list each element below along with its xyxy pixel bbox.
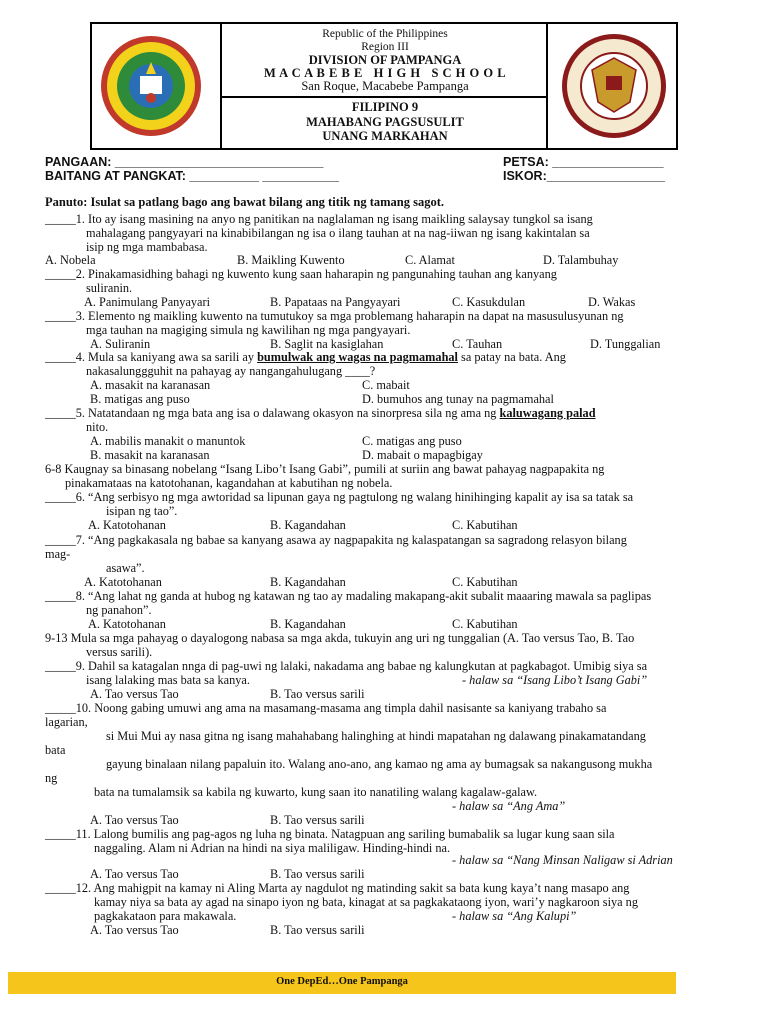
q2-option: C. Kasukdulan	[452, 295, 526, 309]
q1-line2: mahalagang pangyayari na kinabibilangan ng isa o ilang tauhan at na nag-iiwan ng isang kakintalan sa	[86, 226, 590, 240]
q6-option: B. Kagandahan	[270, 518, 346, 532]
q5-line2: nito.	[86, 420, 109, 434]
header-exam: MAHABANG PAGSUSULIT	[306, 114, 464, 129]
q6-option: A. Katotohanan	[88, 518, 166, 532]
q1-option: A. Nobela	[45, 253, 96, 267]
q10-line4: bata	[45, 743, 66, 757]
q5-line1: _____5. Natatandaan ng mga bata ang isa o dalawang okasyon na sinorpresa sila ng ama ng kaluwagang palad	[45, 406, 596, 420]
footer-text: One DepEd…One Pampanga	[276, 976, 408, 987]
q7-option: C. Kabutihan	[452, 575, 518, 589]
q11-line2: naggaling. Alam ni Adrian na hindi na siya maliligaw. Hinding-hindi na.	[94, 841, 451, 855]
q10-line1: _____10. Noong gabing umuwi ang ama na masamang-masama ang timpla dahil nasisante sa kaniyang trabaho sa	[45, 701, 607, 715]
q3-option: A. Suliranin	[90, 337, 151, 351]
q5-underlined-phrase: kaluwagang palad	[499, 406, 596, 420]
q2-line2: suliranin.	[86, 281, 133, 295]
q2-option: B. Papataas na Pangyayari	[270, 295, 401, 309]
section-field-label: BAITANG AT PANGKAT: __________ ___________	[45, 169, 339, 183]
name-field-label: PANGAAN: ______________________________	[45, 155, 324, 169]
q9-source: - halaw sa “Isang Libo’t Isang Gabi”	[462, 673, 648, 687]
q10-option: B. Tao versus sarili	[270, 813, 365, 827]
header-address: San Roque, Macabebe Pampanga	[301, 79, 469, 93]
q9-option: A. Tao versus Tao	[90, 687, 179, 701]
q9-line1: _____9. Dahil sa katagalan nnga di pag-uwi ng lalaki, nakadama ang babae ng kalungkutan at pagkabagot. Umibig siya sa	[45, 659, 648, 673]
q4-underlined-phrase: bumulwak ang wagas na pagmamahal	[257, 350, 458, 364]
group-9-13-line1: 9-13 Mula sa mga pahayag o dayalogong nabasa sa mga akda, tukuyin ang uri ng tunggalian (A. Tao versus Tao, B. Tao	[45, 631, 635, 645]
school-seal-logo	[560, 32, 668, 140]
q7-line1: _____7. “Ang pagkakasala ng babae sa kanyang asawa ay nagpapakita ng kalaspatangan sa sagradong relasyon bilang	[45, 533, 627, 547]
q12-line1: _____12. Ang mahigpit na kamay ni Aling Marta ay nagdulot ng matinding sakit sa bata kung kaya’t nang masapo ang	[45, 881, 630, 895]
header-box	[90, 22, 678, 150]
q6-line2: isipan ng tao”.	[106, 504, 178, 518]
q5-option: A. mabilis manakit o manuntok	[90, 434, 246, 448]
q11-source: - halaw sa “Nang Minsan Naligaw si Adrian	[452, 853, 673, 867]
q4-line1: _____4. Mula sa kaniyang awa sa sarili ay bumulwak ang wagas na pagmamahal sa patay na bata. Ang	[45, 350, 566, 364]
q10-line7: bata na tumalamsik sa kabila ng kuwarto, kung saan ito nanatiling walang kagalaw-galaw.	[94, 785, 538, 799]
deped-seal-logo	[96, 34, 206, 138]
q11-line1: _____11. Lalong bumilis ang pag-agos ng luha ng binata. Natagpuan ang sariling bumabalik sa lugar kung saan sila	[45, 827, 615, 841]
group-6-8-line1: 6-8 Kaugnay sa binasang nobelang “Isang Libo’t Isang Gabi”, pumili at suriin ang bawat pahayag nagpapakita ng	[45, 462, 605, 476]
q8-option: B. Kagandahan	[270, 617, 346, 631]
q10-option: A. Tao versus Tao	[90, 813, 179, 827]
q5-option: D. mabait o mapagbigay	[362, 448, 483, 462]
q11-option: B. Tao versus sarili	[270, 867, 365, 881]
q4-option: D. bumuhos ang tunay na pagmamahal	[362, 392, 554, 406]
q8-line1: _____8. “Ang lahat ng ganda at hubog ng katawan ng tao ay madaling makapang-akit subalit maaaring mawala sa paglipas	[45, 589, 652, 603]
q4-line2: nakasalunggguhit na pahayag ay nangangahulugang ____?	[86, 364, 376, 378]
header-republic: Republic of the Philippines	[322, 28, 448, 40]
header-school: M A C A B E B E H I G H S C H O O L	[263, 66, 507, 80]
q3-option: C. Tauhan	[452, 337, 503, 351]
header-division: DIVISION OF PAMPANGA	[308, 53, 462, 67]
q12-line3: pagkakataon para makawala.	[94, 909, 237, 923]
header-subject: FILIPINO 9	[351, 100, 419, 114]
q2-option: A. Panimulang Panyayari	[84, 295, 211, 309]
q1-line1: _____1. Ito ay isang masining na anyo ng panitikan na naglalaman ng isang maikling salaysay tungkol sa isang	[45, 212, 593, 226]
q3-option: B. Saglit na kasiglahan	[270, 337, 384, 351]
q6-option: C. Kabutihan	[452, 518, 518, 532]
q7-option: A. Katotohanan	[84, 575, 162, 589]
q4-option: A. masakit na karanasan	[90, 378, 211, 392]
score-field-label: ISKOR:_________________	[503, 169, 665, 183]
q10-line3: si Mui Mui ay nasa gitna ng isang mahahabang halinghing at hindi mapatahan ng dalawang pinakamatandang	[106, 729, 646, 743]
q7-line2: mag-	[45, 547, 71, 561]
q10-line5: gayung binalaan nilang papaluin ito. Walang ano-ano, ang kamao ng ama ay bumagsak sa nakangusong mukha	[106, 757, 653, 771]
date-field-label: PETSA: ________________	[503, 155, 664, 169]
q1-option: B. Maikling Kuwento	[237, 253, 345, 267]
q10-source: - halaw sa “Ang Ama”	[452, 799, 566, 813]
q8-option: A. Katotohanan	[88, 617, 166, 631]
q2-line1: _____2. Pinakamasidhing bahagi ng kuwento kung saan haharapin ng pangunahing tauhan ang kanyang	[45, 267, 557, 281]
q12-option: B. Tao versus sarili	[270, 923, 365, 937]
q9-line2: isang lalaking mas bata sa kanya.	[86, 673, 250, 687]
q7-option: B. Kagandahan	[270, 575, 346, 589]
q1-option: D. Talambuhay	[543, 253, 619, 267]
q12-source: - halaw sa “Ang Kalupi”	[452, 909, 577, 923]
q5-option: B. masakit na karanasan	[90, 448, 210, 462]
q7-line3: asawa”.	[106, 561, 145, 575]
instructions: Panuto: Isulat sa patlang bago ang bawat bilang ang titik ng tamang sagot.	[45, 195, 445, 209]
footer-bar	[8, 972, 676, 994]
q5-option: C. matigas ang puso	[362, 434, 462, 448]
q9-option: B. Tao versus sarili	[270, 687, 365, 701]
q1-line3: isip ng mga mambabasa.	[86, 240, 208, 254]
q3-line1: _____3. Elemento ng maikling kuwento na tumutukoy sa mga problemang haharapin na dapat na masusulusyunan ng	[45, 309, 624, 323]
group-9-13-line2: versus sarili).	[86, 645, 153, 659]
q2-option: D. Wakas	[588, 295, 636, 309]
q3-line2: mga tauhan na magiging simula ng kawilihan ng mga pangyayari.	[86, 323, 411, 337]
q10-line6: ng	[45, 771, 58, 785]
q8-option: C. Kabutihan	[452, 617, 518, 631]
q10-line2: lagarian,	[45, 715, 88, 729]
header-region: Region III	[361, 41, 409, 53]
q4-option: B. matigas ang puso	[90, 392, 190, 406]
q4-option: C. mabait	[362, 378, 410, 392]
group-6-8-line2: pinakamataas na katotohanan, kagandahan at kabutihan ng nobela.	[65, 476, 393, 490]
q6-line1: _____6. “Ang serbisyo ng mga awtoridad sa lipunan gaya ng pagtulong ng walang hinihinging kapalit ay isa sa tatak sa	[45, 490, 634, 504]
q8-line2: ng panahon”.	[86, 603, 152, 617]
header-quarter: UNANG MARKAHAN	[322, 129, 448, 143]
q1-option: C. Alamat	[405, 253, 455, 267]
q12-line2: kamay niya sa bata ay agad na sinapo iyon ng bata, kinagat at sa pagkakataong iyon, wari’y nagkaroon siya ng	[94, 895, 638, 909]
q11-option: A. Tao versus Tao	[90, 867, 179, 881]
q3-option: D. Tunggalian	[590, 337, 661, 351]
q12-option: A. Tao versus Tao	[90, 923, 179, 937]
